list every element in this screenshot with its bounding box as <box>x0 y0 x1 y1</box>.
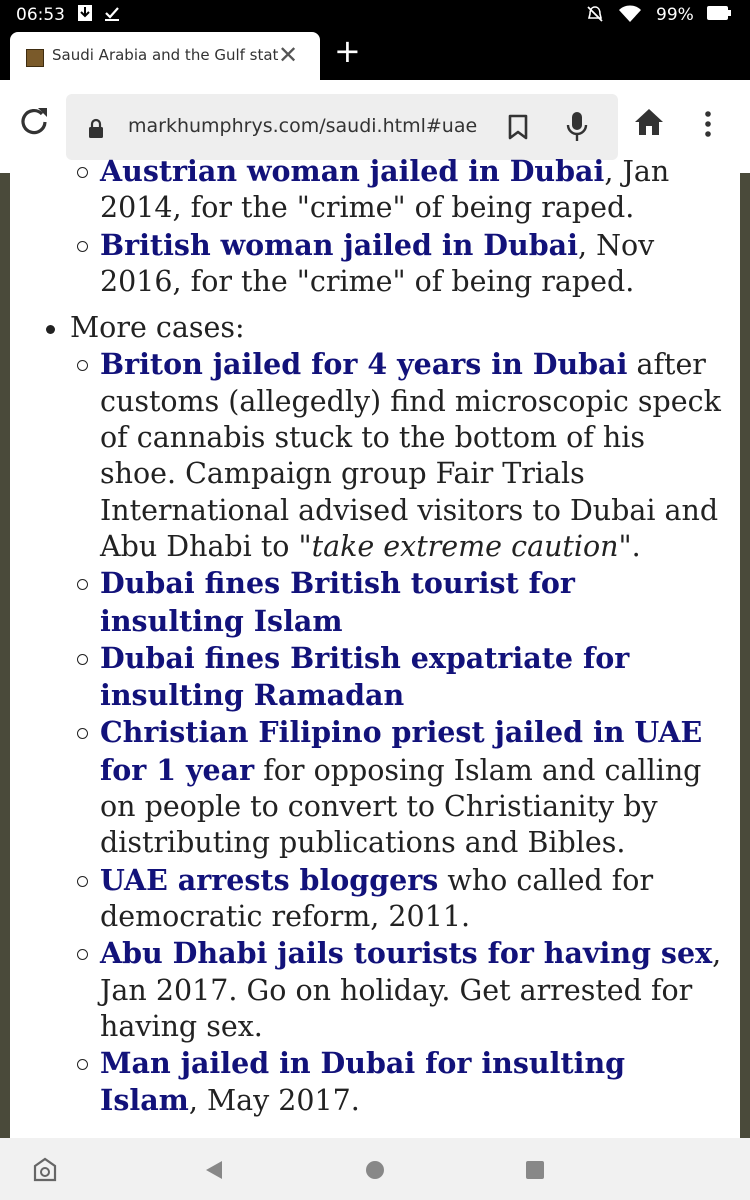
list-item: Austrian woman jailed in Dubai, Jan 2014, for the "crime" of being raped. <box>100 153 724 227</box>
lock-icon <box>88 118 104 138</box>
recents-icon[interactable] <box>525 1160 545 1184</box>
list-item <box>70 310 724 1120</box>
more-menu-icon[interactable] <box>700 110 716 138</box>
wifi-icon <box>618 5 642 27</box>
address-bar[interactable] <box>66 94 618 160</box>
system-navigation-bar <box>0 1138 750 1200</box>
tab-saudi[interactable] <box>10 32 320 80</box>
list-item <box>100 640 724 715</box>
list-item: British woman jailed in Dubai, Nov 2016, for the "crime" of being raped. <box>100 227 724 301</box>
home-button-icon[interactable] <box>365 1160 385 1184</box>
microphone-icon[interactable] <box>566 111 588 143</box>
list-item <box>100 565 724 640</box>
tab-strip <box>0 30 750 80</box>
filipino-priest-link[interactable]: Christian Filipino priest jailed in UAE for 1 year <box>100 715 703 787</box>
check-icon <box>104 5 120 25</box>
page-content <box>10 154 740 1138</box>
store-icon[interactable] <box>32 1156 58 1186</box>
battery-icon <box>706 5 732 25</box>
back-icon[interactable] <box>204 1160 224 1184</box>
tab-title: Saudi Arabia and the Gulf stat <box>52 46 279 64</box>
article-body <box>10 153 724 1120</box>
url-text[interactable]: markhumphrys.com/saudi.html#uae <box>128 115 478 137</box>
list-item: Briton jailed for 4 years in Dubai after customs (allegedly) find microscopic speck of cannabis stuck to the bottom of his shoe. Campaign group Fair Trials International advised visitors to Dubai and Abu Dhabi to "take extreme caution". <box>100 346 724 565</box>
list-item <box>70 153 724 300</box>
list-item: Christian Filipino priest jailed in UAE for 1 year for opposing Islam and calling on people to convert to Christianity by distributing publications and Bibles. <box>100 714 724 861</box>
site-favicon-icon <box>26 49 44 67</box>
tourist-insulting-islam-link[interactable]: Dubai fines British tourist for insulting Islam <box>100 566 575 638</box>
expatriate-ramadan-link[interactable]: Dubai fines British expatriate for insulting Ramadan <box>100 640 630 713</box>
abu-dhabi-tourists-link[interactable]: Abu Dhabi jails tourists for having sex <box>100 936 713 971</box>
battery-percentage: 99% <box>656 5 694 25</box>
status-bar <box>0 0 750 30</box>
more-cases-label: More cases: <box>70 311 245 345</box>
download-icon <box>78 5 92 25</box>
briton-jailed-link[interactable]: Briton jailed for 4 years in Dubai <box>100 347 628 382</box>
list-item: Abu Dhabi jails tourists for having sex, Jan 2017. Go on holiday. Get arrested for having sex. <box>100 935 724 1045</box>
bookmark-icon[interactable] <box>508 114 528 140</box>
austrian-woman-link[interactable]: Austrian woman jailed in Dubai <box>100 154 605 188</box>
list-item: UAE arrests bloggers who called for democratic reform, 2011. <box>100 862 724 936</box>
status-time: 06:53 <box>16 5 65 25</box>
reload-icon[interactable] <box>18 105 50 137</box>
close-tab-icon[interactable]: ✕ <box>278 41 299 69</box>
notifications-off-icon <box>586 5 604 27</box>
new-tab-button[interactable]: + <box>334 32 361 70</box>
british-woman-link[interactable]: British woman jailed in Dubai <box>100 227 578 262</box>
home-icon[interactable] <box>634 108 664 136</box>
man-jailed-dubai-link[interactable]: Man jailed in Dubai for insulting Islam <box>100 1046 626 1118</box>
uae-bloggers-link[interactable]: UAE arrests bloggers <box>100 862 439 897</box>
list-item: Man jailed in Dubai for insulting Islam, May 2017. <box>100 1045 724 1120</box>
